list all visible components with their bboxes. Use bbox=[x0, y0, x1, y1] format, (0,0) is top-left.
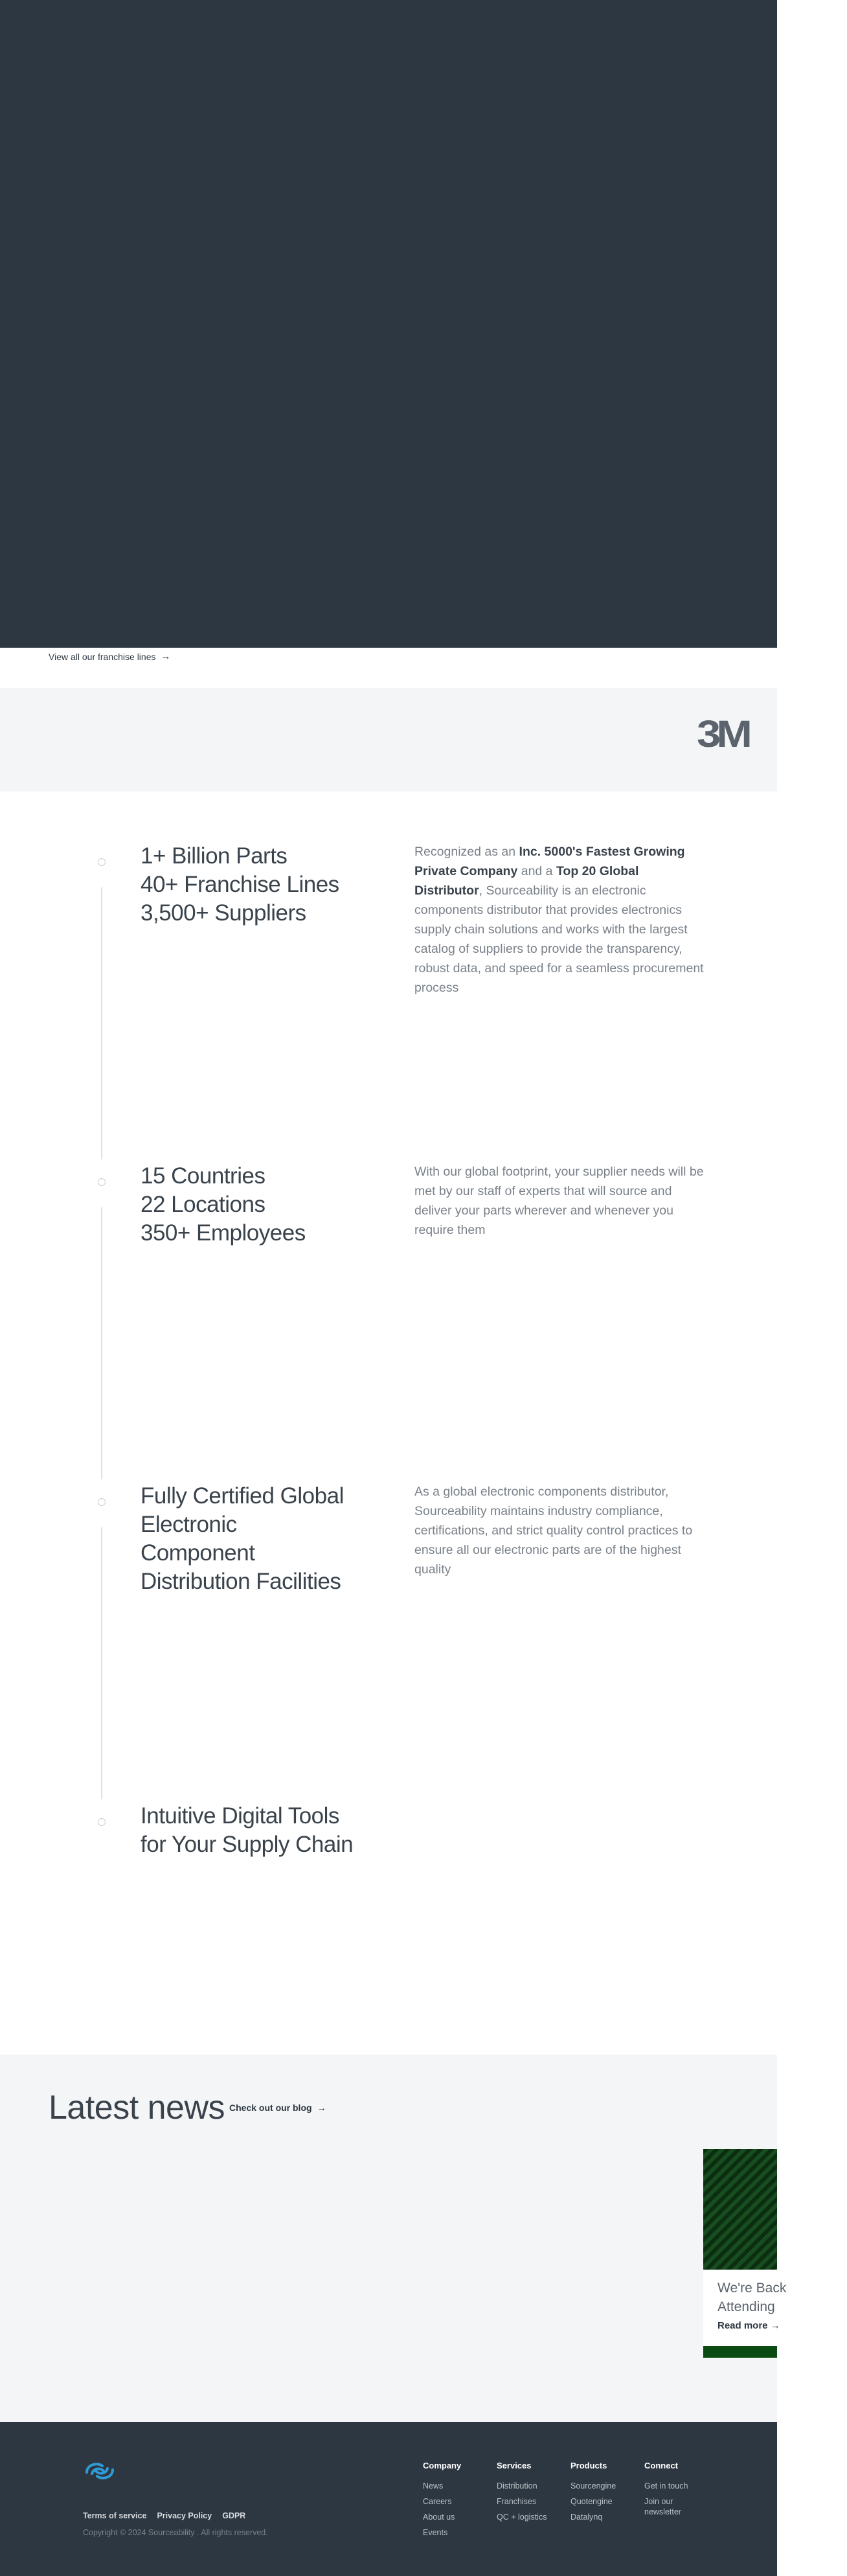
timeline-heading: Fully Certified Global Electronic Component Distribution Facilities bbox=[141, 1483, 344, 1594]
footer-column-products bbox=[570, 2461, 642, 2525]
footer-link-newsletter[interactable]: Join our newsletter bbox=[644, 2497, 681, 2516]
blog-link-label: Check out our blog bbox=[229, 2103, 312, 2113]
footer-link-qc-logistics[interactable]: QC + logistics bbox=[497, 2513, 547, 2522]
footer-link-sourcengine[interactable]: Sourcengine bbox=[570, 2481, 616, 2491]
timeline-heading: 15 Countries 22 Locations 350+ Employees bbox=[141, 1163, 306, 1246]
footer-link-datalynq[interactable]: Datalynq bbox=[570, 2513, 603, 2522]
footer-link-news[interactable]: News bbox=[423, 2481, 444, 2491]
arrow-right-icon: → bbox=[317, 2103, 326, 2113]
footer-legal-links bbox=[83, 2511, 245, 2520]
footer-column-connect bbox=[644, 2461, 703, 2517]
arrow-right-icon: → bbox=[161, 651, 171, 662]
footer-link-careers[interactable]: Careers bbox=[423, 2497, 452, 2506]
footer-link-about-us[interactable]: About us bbox=[423, 2513, 455, 2522]
hero-banner bbox=[0, 0, 777, 648]
timeline-dot bbox=[98, 1498, 106, 1506]
footer-link-quotengine[interactable]: Quotengine bbox=[570, 2497, 613, 2506]
latest-news-section bbox=[0, 2055, 787, 2422]
brand-logo-3m[interactable]: 3M bbox=[697, 713, 748, 755]
sourceability-logo-icon[interactable] bbox=[83, 2458, 117, 2484]
timeline-dot bbox=[98, 1818, 106, 1826]
copyright-text: Copyright © 2024 Sourceability . All rights reserved. bbox=[83, 2528, 268, 2537]
gdpr-link[interactable]: GDPR bbox=[222, 2511, 246, 2520]
timeline-heading: Intuitive Digital Tools for Your Supply Chain bbox=[141, 1803, 354, 1857]
timeline-description: As a global electronic components distributor, Sourceability maintains industry compliance, certifications, and strict quality control practices to ensure all our electronic parts are of the highest quality bbox=[414, 1485, 693, 1577]
view-franchise-lines-link[interactable] bbox=[49, 651, 171, 662]
footer-column-heading: Company bbox=[423, 2461, 462, 2470]
news-card-accent-bar bbox=[703, 2346, 777, 2358]
timeline-heading: 1+ Billion Parts 40+ Franchise Lines 3,500+ Suppliers bbox=[141, 843, 339, 926]
footer-column-heading: Connect bbox=[644, 2461, 678, 2470]
company-highlights-timeline bbox=[0, 792, 777, 2055]
timeline-description: Recognized as an Inc. 5000's Fastest Growing Private Company and a Top 20 Global Distributor, Sourceability is an electronic components distributor that provides electronics supply chain solutions and works with the largest catalog of suppliers to provide the transparency, robust data, and speed for a seamless procurement process bbox=[414, 845, 704, 995]
privacy-policy-link[interactable]: Privacy Policy bbox=[157, 2511, 212, 2520]
news-card-image bbox=[703, 2149, 777, 2270]
news-card-title: We're Back Attending bbox=[717, 2281, 787, 2314]
news-card[interactable] bbox=[703, 2149, 787, 2358]
timeline-line bbox=[101, 1207, 102, 1479]
franchise-link-label: View all our franchise lines bbox=[49, 651, 156, 662]
franchise-logo-strip bbox=[0, 688, 777, 792]
footer-link-franchises[interactable]: Franchises bbox=[497, 2497, 537, 2506]
terms-of-service-link[interactable]: Terms of service bbox=[83, 2511, 147, 2520]
latest-news-title: Latest news bbox=[49, 2089, 225, 2126]
footer-column-company bbox=[423, 2461, 494, 2540]
site-footer bbox=[0, 2422, 777, 2576]
footer-link-get-in-touch[interactable]: Get in touch bbox=[644, 2481, 688, 2491]
timeline-description: With our global footprint, your supplier needs will be met by our staff of experts that will source and deliver your parts wherever and whenever you require them bbox=[414, 1165, 704, 1237]
footer-column-heading: Services bbox=[497, 2461, 532, 2470]
footer-link-events[interactable]: Events bbox=[423, 2528, 448, 2537]
timeline-line bbox=[101, 1527, 102, 1799]
read-more-link[interactable]: Read more → bbox=[717, 2320, 780, 2331]
timeline-dot bbox=[98, 1178, 106, 1186]
footer-column-heading: Products bbox=[570, 2461, 607, 2470]
check-out-blog-link[interactable] bbox=[229, 2103, 326, 2113]
footer-link-distribution[interactable]: Distribution bbox=[497, 2481, 537, 2491]
timeline-line bbox=[101, 887, 102, 1159]
timeline-dot bbox=[98, 858, 106, 866]
footer-column-services bbox=[497, 2461, 568, 2525]
